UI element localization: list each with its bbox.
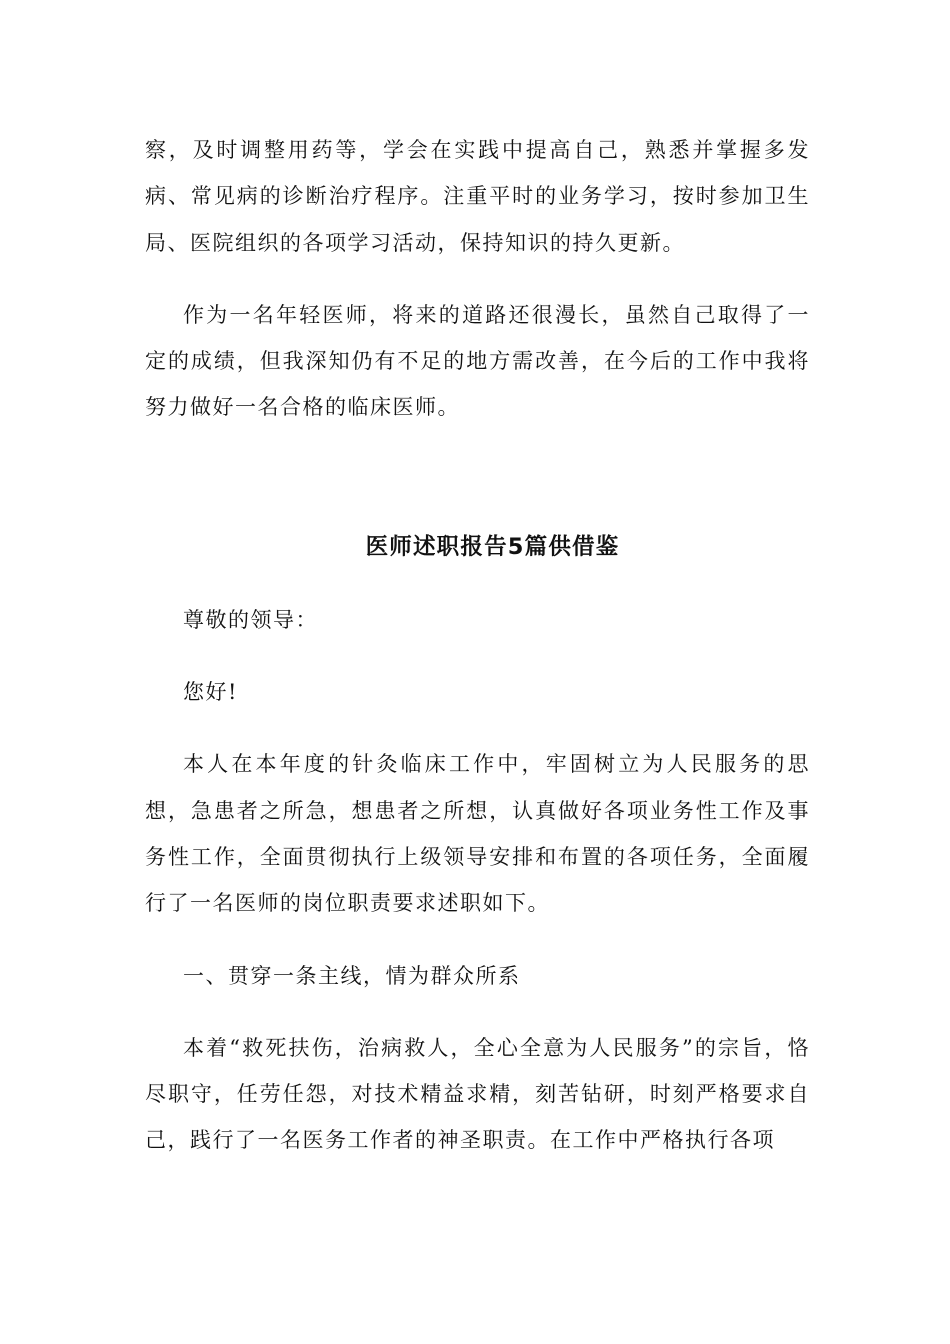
paragraph-gap [145, 266, 810, 292]
paragraph-gap [145, 927, 810, 953]
paragraph-intro: 本人在本年度的针灸临床工作中，牢固树立为人民服务的思想，急患者之所急，想患者之所想，认真做好各项业务性工作及事务性工作，全面贯彻执行上级领导安排和布置的各项任务，全面履行了一名医师的岗位职责要求述职如下。 [145, 752, 810, 916]
section-gap [145, 431, 810, 523]
section-heading: 一、贯穿一条主线，情为群众所系 [183, 963, 521, 988]
paragraph-gap [145, 643, 810, 669]
paragraph-continuation: 察，及时调整用药等，学会在实践中提高自己，熟悉并掌握多发病、常见病的诊断治疗程序。注重平时的业务学习，按时参加卫生局、医院组织的各项学习活动，保持知识的持久更新。 [145, 138, 810, 255]
greeting: 您好! [183, 680, 238, 705]
salutation: 尊敬的领导： [183, 607, 318, 632]
document-body [145, 127, 810, 1164]
paragraph-gap [145, 715, 810, 741]
paragraph-gap [145, 571, 810, 597]
paragraph-closing: 作为一名年轻医师，将来的道路还很漫长，虽然自己取得了一定的成绩，但我深知仍有不足的地方需改善，在今后的工作中我将努力做好一名合格的临床医师。 [145, 302, 810, 420]
document-title: 医师述职报告5篇供借鉴 [365, 533, 620, 560]
paragraph-gap [145, 999, 810, 1025]
paragraph-section-one: 本着“救死扶伤，治病救人，全心全意为人民服务”的宗旨，恪尽职守，任劳任怨，对技术精益求精，刻苦钻研，时刻严格要求自己，践行了一名医务工作者的神圣职责。在工作中严格执行各项 [145, 1035, 810, 1153]
